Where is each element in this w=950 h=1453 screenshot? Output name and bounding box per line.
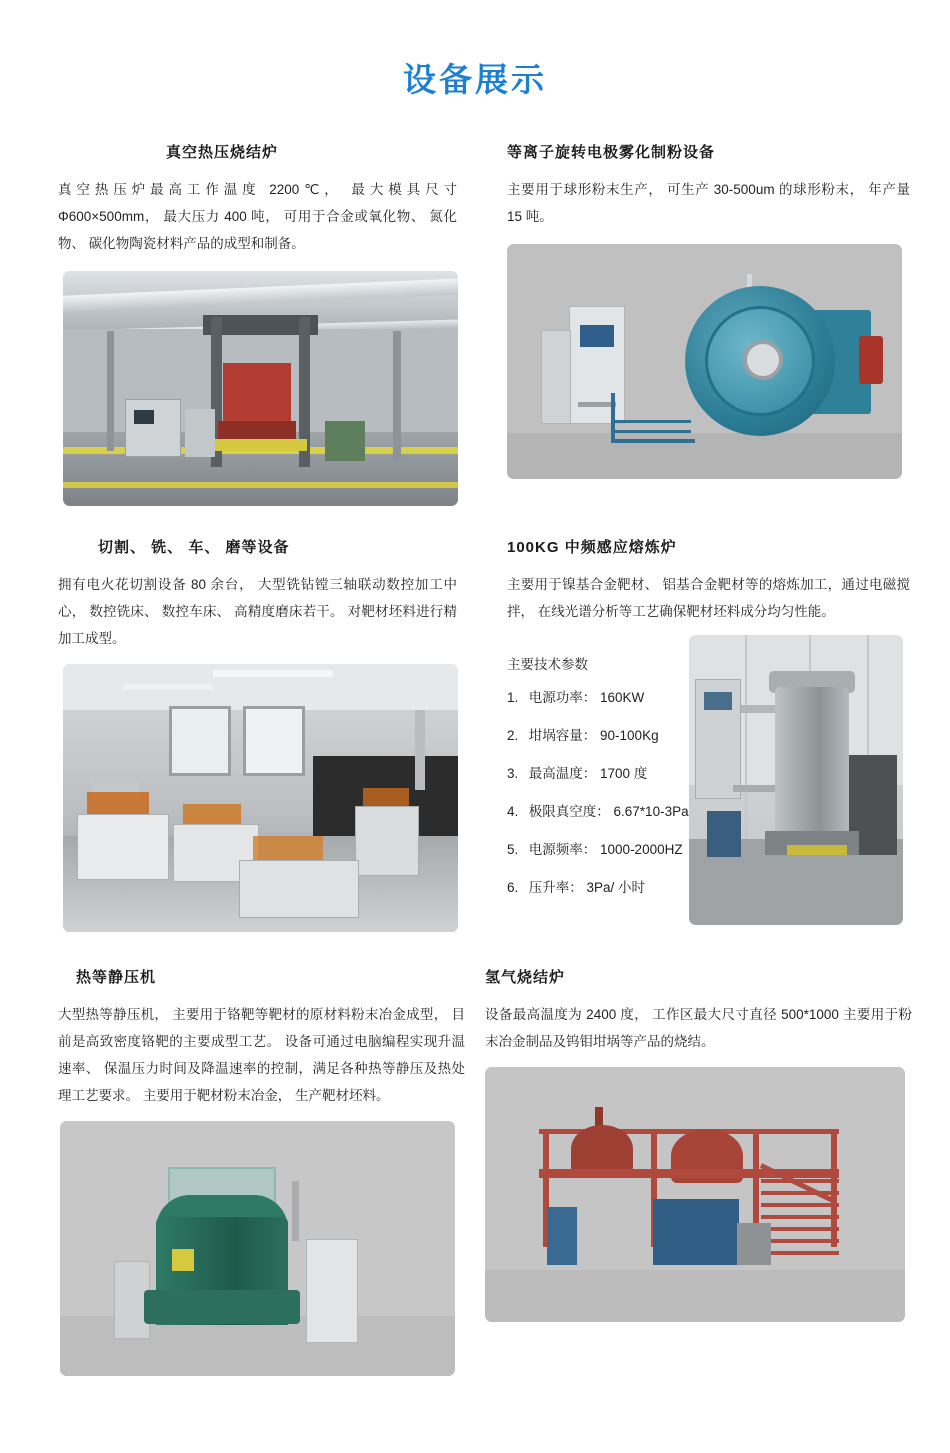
tech-param-label: 坩埚容量： [528, 728, 597, 744]
tech-params-block [485, 625, 689, 916]
section-title-vacuum-hot-press: 真空热压烧结炉 [166, 144, 279, 162]
section-hydrogen-sintering [475, 966, 950, 1376]
tech-param-value: 90-100Kg [600, 728, 659, 744]
tech-param-number: 2. [507, 728, 519, 744]
tech-param-item [507, 841, 689, 860]
hot-isostatic-press-photo [60, 1121, 455, 1376]
tech-param-number: 5. [507, 841, 519, 857]
tech-param-number: 6. [507, 879, 519, 895]
tech-param-label: 电源频率： [528, 841, 597, 857]
section-plasma-atomizer [475, 141, 950, 506]
equipment-showcase-page [0, 22, 950, 1453]
tech-param-number: 1. [507, 690, 519, 706]
induction-melting-furnace-photo [689, 635, 903, 925]
tech-param-label: 压升率： [528, 879, 583, 895]
section-body-hydrogen-sintering: 设备最高温度为 2400 度， 工作区最大尺寸直径 500*1000 主要用于粉末冶金制品及钨钼坩埚等产品的烧结。 [485, 1007, 912, 1050]
tech-param-item [507, 765, 689, 784]
tech-param-label: 最高温度： [528, 766, 597, 781]
tech-param-number: 3. [507, 766, 519, 781]
section-title-cutting-milling: 切割、 铣、 车、 磨等设备 [98, 539, 290, 557]
section-title-melting-furnace: 100KG 中频感应熔炼炉 [507, 539, 677, 557]
section-body-melting-furnace: 主要用于镍基合金靶材、 铝基合金靶材等的熔炼加工，通过电磁搅拌， 在线光谱分析等工艺确保靶材坯料成分均匀性能。 [507, 577, 910, 620]
tech-param-label: 极限真空度： [528, 803, 610, 819]
tech-param-value: 1700 度 [600, 766, 648, 781]
tech-params-list [507, 689, 689, 897]
section-title-hydrogen-sintering: 氢气烧结炉 [485, 969, 566, 987]
tech-param-label: 电源功率： [528, 690, 597, 706]
section-title-hot-isostatic-press: 热等静压机 [76, 969, 157, 987]
section-title-plasma-atomizer: 等离子旋转电极雾化制粉设备 [507, 144, 716, 162]
vacuum-hot-press-furnace-photo [63, 271, 458, 506]
section-body-hot-isostatic-press: 大型热等静压机， 主要用于铬靶等靶材的原材料粉末冶金成型， 目前是高致密度铬靶的主要成型工艺。 设备可通过电脑编程实现升温速率、 保温压力时间及降温速率的控制，满足各种热等静压及热处理工艺要求。 主要用于靶材粉末冶金， 生产靶材坯料。 [58, 1007, 465, 1104]
tech-param-item [507, 879, 689, 898]
section-vacuum-hot-press [0, 141, 475, 506]
hydrogen-sintering-furnace-photo [485, 1067, 905, 1322]
plasma-rotating-electrode-atomizer-photo [507, 244, 902, 479]
tech-param-value: 3Pa/ 小时 [586, 879, 646, 895]
tech-param-value: 160KW [600, 690, 645, 706]
section-body-vacuum-hot-press: 真空热压炉最高工作温度 2200℃， 最大模具尺寸 Φ600×500mm， 最大压力 400 吨， 可用于合金或氧化物、 氮化物、 碳化物陶瓷材料产品的成型和制备。 [58, 182, 457, 252]
section-melting-furnace [475, 536, 950, 932]
row-machining-and-melting [0, 536, 950, 932]
tech-param-value: 1000-2000HZ [600, 841, 683, 857]
tech-params-title: 主要技术参数 [507, 657, 588, 673]
row-hip-and-hydrogen [0, 966, 950, 1376]
section-cutting-milling [0, 536, 475, 932]
section-body-plasma-atomizer: 主要用于球形粉末生产， 可生产 30-500um 的球形粉末， 年产量 15 吨。 [507, 182, 910, 225]
row-vacuum-and-plasma [0, 141, 950, 506]
tech-param-number: 4. [507, 803, 519, 819]
tech-param-item [507, 689, 689, 708]
section-body-cutting-milling: 拥有电火花切割设备 80 余台， 大型铣钻镗三轴联动数控加工中心， 数控铣床、 数控车床、 高精度磨床若干。 对靶材坯料进行精加工成型。 [58, 577, 457, 647]
page-title: 设备展示 [403, 61, 547, 99]
section-hot-isostatic-press [0, 966, 475, 1376]
tech-param-item [507, 727, 689, 746]
machining-workshop-photo [63, 664, 458, 932]
tech-param-item [507, 803, 689, 822]
tech-param-value: 6.67*10-3Pa [613, 803, 689, 819]
